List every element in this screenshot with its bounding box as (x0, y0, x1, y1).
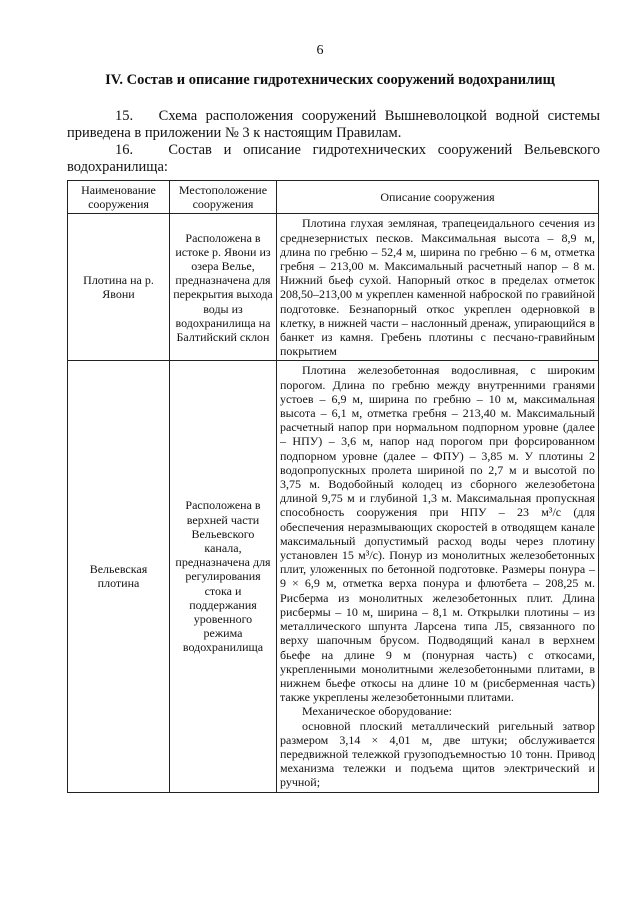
structure-location: Расположена в истоке р. Явони из озера Велье, предназначена для перекрытия выхода воды из водохранилища на Балтийский склон (170, 214, 277, 361)
structure-description (277, 214, 599, 361)
description-paragraph: Плотина глухая земляная, трапецеидального сечения из среднезернистых песков. Максимальная высота – 8,9 м, длина по гребню – 52,4 м, ширина по гребню – 6 м, отметка гребня – 213,00 м. Максимальный расчетный напор – 8 м. Нижний бьеф сухой. Напорный откос в пределах отметок 208,50–213,00 м укреплен каменной наброской по гравийной подготовке. Безнапорный откос укреплен одерновкой в клетку, в нижней части – наслонный дренаж, упирающийся в банкет из камня. Гребень плотины с песчано-гравийным покрытием (280, 216, 595, 359)
paragraph-number: 15. (115, 108, 134, 124)
table-row (68, 214, 599, 361)
structure-name: Плотина на р. Явони (68, 214, 170, 361)
structures-table (67, 180, 599, 793)
paragraph-text: Схема расположения сооружений Вышневолоцкой водной системы приведена в приложении № 3 к настоящим Правилам. (67, 108, 600, 141)
header-description: Описание сооружения (277, 181, 599, 214)
table-header-row (68, 181, 599, 214)
paragraph-15 (67, 108, 600, 142)
structure-location: Расположена в верхней части Вельевского канала, предназначена для регулирования стока и поддержания уровенного режима водохранилища (170, 361, 277, 792)
header-location: Местоположение сооружения (170, 181, 277, 214)
description-paragraph: Плотина железобетонная водосливная, с широким порогом. Длина по гребню между внутренними гранями устоев – 6,9 м, ширина по гребню – 10 м, максимальная высота – 6,1 м, отметка гребня – 213,40 м. Максимальный расчетный напор при нормальном подпорном уровне (далее – НПУ) – 3,6 м, напор над порогом при форсированном подпорном уровне (далее – ФПУ) – 3,85 м. У плотины 2 водопропускных пролета шириной по 2,7 м и высотой по 3,75 м. Водобойный колодец из сборного железобетона длиной 9,75 м и глубиной 1,3 м. Максимальная пропускная способность сооружения при НПУ – 23 м³/с (для обеспечения неразмывающих скоростей в отводящем канале максимальный допустимый расход воды через плотину установлен 15 м³/с). Понур из монолитных железобетонных плит, уложенных по бетонной подготовке. Размеры понура – 9 × 6,9 м, отметка верха понура и флютбета – 208,25 м. Рисберма из монолитных железобетонных плит. Длина рисбермы – 10 м, ширина – 8,1 м. Открылки плотины – из металлического шпунта Ларсена типа Л5, связанного по верху шапочным брусом. Подводящий канал в верхнем бьефе на длине 9 м (понурная часть) с откосами, укрепленными монолитными железобетонными плитами, в нижнем бьефе откосы на длине 10 м (рисберменная часть) также укреплены железобетонными плитами. (280, 363, 595, 705)
page-number: 6 (316, 43, 324, 58)
structure-description (277, 361, 599, 792)
paragraph-number: 16. (115, 142, 134, 158)
section-heading: IV. Состав и описание гидротехнических сооружений водохранилищ (105, 72, 555, 88)
table-row (68, 361, 599, 792)
paragraph-text: Состав и описание гидротехнических сооружений Вельевского водохранилища: (67, 142, 601, 175)
header-name: Наименование сооружения (68, 181, 170, 214)
structure-name: Вельевская плотина (68, 361, 170, 792)
description-paragraph: Механическое оборудование: (302, 704, 453, 719)
paragraph-16 (67, 142, 600, 176)
description-paragraph: основной плоский металлический ригельный затвор размером 3,14 × 4,01 м, две штуки; обслуживается передвижной тележкой грузоподъемностью 10 тонн. Привод механизма тележки и подъема щитов электрический и ручной; (280, 718, 595, 790)
